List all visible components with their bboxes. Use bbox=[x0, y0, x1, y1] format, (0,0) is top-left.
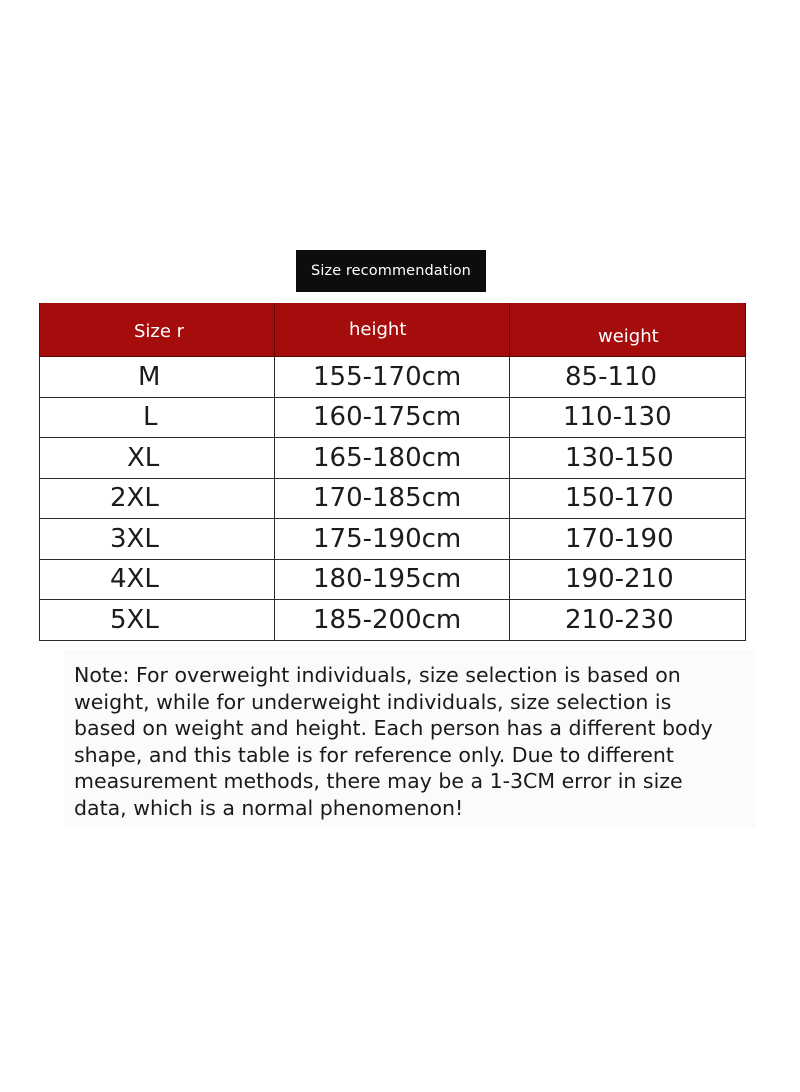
table-row bbox=[40, 438, 746, 479]
table-row bbox=[40, 357, 746, 398]
cell-height: 185-200cm bbox=[275, 600, 510, 641]
table-row bbox=[40, 478, 746, 519]
cell-height: 165-180cm bbox=[275, 438, 510, 479]
cell-weight: 170-190 bbox=[510, 519, 746, 560]
cell-height: 175-190cm bbox=[275, 519, 510, 560]
header-weight: weight bbox=[510, 303, 746, 357]
cell-size: M bbox=[40, 357, 275, 398]
cell-size: 3XL bbox=[40, 519, 275, 560]
cell-size: 4XL bbox=[40, 559, 275, 600]
note-text: Note: For overweight individuals, size selection is based on weight, while for underweight individuals, size selection is based on weight and height. Each person has a different body shape, and this table is for reference only. Due to different measurement methods, there may be a 1-3CM error in size data, which is a normal phenomenon! bbox=[74, 663, 713, 820]
cell-height: 180-195cm bbox=[275, 559, 510, 600]
cell-height: 160-175cm bbox=[275, 397, 510, 438]
cell-height: 170-185cm bbox=[275, 478, 510, 519]
table-row bbox=[40, 519, 746, 560]
cell-weight: 150-170 bbox=[510, 478, 746, 519]
cell-height: 155-170cm bbox=[275, 357, 510, 398]
cell-size: XL bbox=[40, 438, 275, 479]
cell-size: 5XL bbox=[40, 600, 275, 641]
note-panel bbox=[64, 650, 756, 828]
table-header-row bbox=[40, 303, 746, 357]
cell-weight: 85-110 bbox=[510, 357, 746, 398]
cell-size: 2XL bbox=[40, 478, 275, 519]
cell-weight: 110-130 bbox=[510, 397, 746, 438]
cell-weight: 130-150 bbox=[510, 438, 746, 479]
table-row bbox=[40, 397, 746, 438]
header-size: Size r bbox=[40, 303, 275, 357]
cell-size: L bbox=[40, 397, 275, 438]
header-height: height bbox=[275, 303, 510, 357]
table-row bbox=[40, 600, 746, 641]
cell-weight: 210-230 bbox=[510, 600, 746, 641]
cell-weight: 190-210 bbox=[510, 559, 746, 600]
table-row bbox=[40, 559, 746, 600]
size-recommendation-title: Size recommendation bbox=[296, 250, 486, 292]
size-chart-table bbox=[39, 303, 746, 641]
